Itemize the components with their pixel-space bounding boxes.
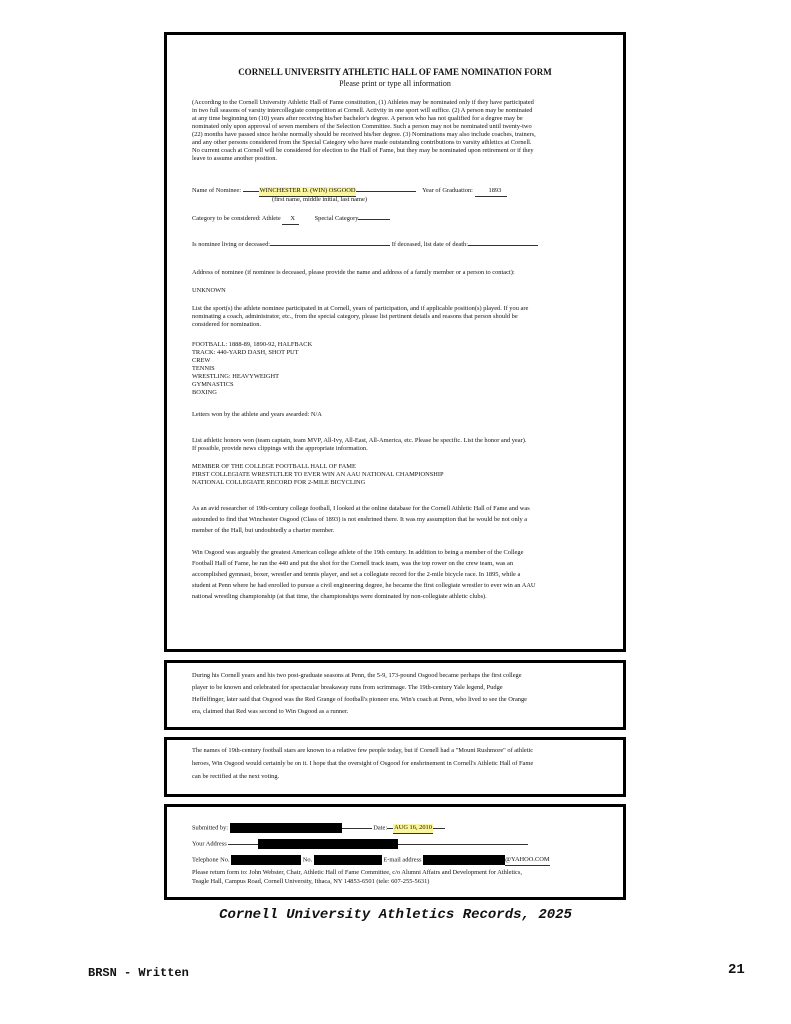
- date-value: AUG 16, 2010: [393, 824, 433, 834]
- form-subtitle: Please print or type all information: [339, 79, 451, 88]
- para2-line: Football Hall of Fame, he ran the 440 and put the shot for the Cornell track team, was the top rower on the crew team, was an: [192, 560, 514, 567]
- sports-label-line: considered for nomination.: [192, 321, 262, 328]
- email-suffix: @YAHOO.COM: [505, 856, 549, 866]
- intro-line: at any time beginning ten (10) years after receiving his/her bachelor's degree. A person who has not qualified for a degree may be: [192, 115, 523, 122]
- submitted-label: Submitted by:: [192, 824, 229, 832]
- redacted-name: [230, 823, 342, 833]
- sport-item: TENNIS: [192, 365, 215, 372]
- form-title: CORNELL UNIVERSITY ATHLETIC HALL OF FAME NOMINATION FORM: [238, 67, 552, 77]
- category-label: Category to be considered: Athlete: [192, 215, 281, 222]
- para1-line: member of the Hall, but undoubtedly a charter member.: [192, 527, 335, 534]
- sports-label-line: nominating a coach, administrator, etc., from the special category, please list pertinent details and reasons that person should be: [192, 313, 518, 320]
- para2-line: national wrestling championship (at that time, the championships were dominated by non-collegiate athletic clubs).: [192, 593, 487, 600]
- sport-item: CREW: [192, 357, 211, 364]
- intro-line: No current coach at Cornell will be considered for election to the Hall of Fame, but they may be nominated upon retirement or if they: [192, 147, 534, 154]
- living-label: Is nominee living or deceased:: [192, 241, 271, 248]
- honors-label-line: List athletic honors won (team captain, team MVP, All-Ivy, All-East, All-America, etc. Please be specific. List the honor and year).: [192, 437, 527, 444]
- letters-value: N/A: [310, 411, 322, 418]
- redacted-phone-2: [314, 855, 382, 865]
- honors-label-line: If possible, provide news clippings with the appropriate information.: [192, 445, 368, 452]
- honor-item: FIRST COLLEGIATE WRESTLTLER TO EVER WIN AN AAU NATIONAL CHAMPIONSHIP: [192, 471, 444, 478]
- para1-line: astounded to find that Winchester Osgood (Class of 1893) is not enshrined there. It was my assumption that he would be not only a: [192, 516, 528, 523]
- footer-label: BRSN - Written: [88, 966, 189, 980]
- sport-item: FOOTBALL: 1888-89, 1890-92, HALFBACK: [192, 341, 313, 348]
- box3-line: can be rectified at the next voting.: [192, 773, 280, 780]
- death-label: If deceased, list date of death:: [391, 241, 469, 248]
- para2-line: Win Osgood was arguably the greatest American college athlete of the 19th century. In addition to being a member of the College: [192, 549, 524, 556]
- para2-line: student at Penn where he had enrolled to pursue a civil engineering degree, he became the first collegiate wrestler to ever win an AAU: [192, 582, 536, 589]
- honor-item: MEMBER OF THE COLLEGE FOOTBALL HALL OF FAME: [192, 463, 356, 470]
- letters-row: [192, 411, 322, 420]
- box2-line: era, claimed that Red was second to Win Osgood as a runner.: [192, 708, 349, 715]
- address-label: Address of nominee (if nominee is deceased, please provide the name and address of a family member or a person to contact):: [192, 269, 515, 276]
- continuation-box-2: [164, 737, 626, 797]
- para2-line: accomplished gymnast, boxer, wrestler and tennis player, and set a collegiate record for the 2-mile bicycle race. In 1895, while a: [192, 571, 521, 578]
- return-line: Teagle Hall, Campus Road, Cornell University, Ithaca, NY 14853-6501 (tele: 607-255-5631): [192, 878, 430, 885]
- address-row: [192, 839, 528, 849]
- document-caption: Cornell University Athletics Records, 2025: [219, 907, 572, 923]
- sport-item: TRACK: 440-YARD DASH, SHOT PUT: [192, 349, 299, 356]
- box2-line: During his Cornell years and his two post-graduate seasons at Penn, the 5-9, 173-pound Osgood became perhaps the first college: [192, 672, 522, 679]
- sports-label-line: List the sport(s) the athlete nominee participated in at Cornell, years of participation, and if applicable position(s) played. If you are: [192, 305, 529, 312]
- sport-item: BOXING: [192, 389, 217, 396]
- date-label: Date:: [373, 824, 388, 832]
- page-number: 21: [728, 962, 745, 978]
- continuation-box-1: [164, 660, 626, 730]
- no-label: No.: [302, 856, 313, 864]
- intro-line: leave to assume another position.: [192, 155, 278, 162]
- sport-item: GYMNASTICS: [192, 381, 234, 388]
- para1-line: As an avid researcher of 19th-century college football, I looked at the online database for the Cornell Athletic Hall of Fame and was: [192, 505, 530, 512]
- nomination-form-box: [164, 32, 626, 652]
- letters-label: Letters won by the athlete and years awarded:: [192, 411, 310, 418]
- grad-label: Year of Graduation:: [422, 187, 473, 194]
- intro-line: nominated only upon approval of seven members of the Selection Committee. Such a person may not be nominated until twenty-two: [192, 123, 532, 130]
- submitter-box: [164, 804, 626, 900]
- category-row: [192, 215, 390, 225]
- special-label: Special Category: [314, 215, 359, 222]
- nominee-label: Name of Nominee:: [192, 187, 241, 194]
- intro-line: and any other persons considered from the Special Category who have made outstanding contributions to varsity athletics at Cornell.: [192, 139, 532, 146]
- category-value: X: [282, 215, 299, 225]
- phone-row: [192, 855, 550, 866]
- your-address-label: Your Address: [192, 840, 227, 848]
- submitted-row: [192, 823, 445, 834]
- intro-line: in two full seasons of varsity intercollegiate competition at Cornell. Activity in one sport will suffice. (2) A person may be nominated: [192, 107, 533, 114]
- intro-line: (22) months have passed since he/she normally should be received his/her degree. (3) Nominations may also include coaches, trainers,: [192, 131, 536, 138]
- grad-value: 1893: [475, 187, 508, 197]
- address-value: UNKNOWN: [192, 287, 226, 294]
- redacted-address: [258, 839, 398, 849]
- redacted-email: [423, 855, 505, 865]
- box2-line: player to be known and celebrated for spectacular breakaway runs from scrimmage. The 19th-century Yale legend, Pudge: [192, 684, 503, 691]
- nominee-value: WINCHESTER D. (WIN) OSGOOD: [259, 187, 357, 197]
- name-hint: (first name, middle initial, last name): [272, 196, 367, 203]
- return-line: Please return form to: John Webster, Chair, Athletic Hall of Fame Committee, c/o Alumni Affairs and Development for Athletics,: [192, 869, 522, 876]
- box3-line: The names of 19th-century football stars are known to a relative few people today, but if Cornell had a "Mount Rushmore" of athletic: [192, 747, 534, 754]
- telephone-label: Telephone No.: [192, 856, 230, 864]
- box3-line: heroes, Win Osgood would certainly be on it. I hope that the oversight of Osgood for enshrinement in Cornell's Athletic Hall of Fame: [192, 760, 534, 767]
- intro-line: (According to the Cornell University Athletic Hall of Fame constitution, (1) Athletes may be nominated only if they have participated: [192, 99, 534, 106]
- redacted-phone-1: [231, 855, 301, 865]
- email-label: E-mail address: [383, 856, 422, 864]
- box2-line: Heffelfinger, later said that Osgood was the Red Grange of football's pioneer era. Win's coach at Penn, who lived to see the Orange: [192, 696, 528, 703]
- honor-item: NATIONAL COLLEGIATE RECORD FOR 2-MILE BICYCLING: [192, 479, 366, 486]
- sport-item: WRESTLING: HEAVYWEIGHT: [192, 373, 280, 380]
- living-row: [192, 241, 538, 250]
